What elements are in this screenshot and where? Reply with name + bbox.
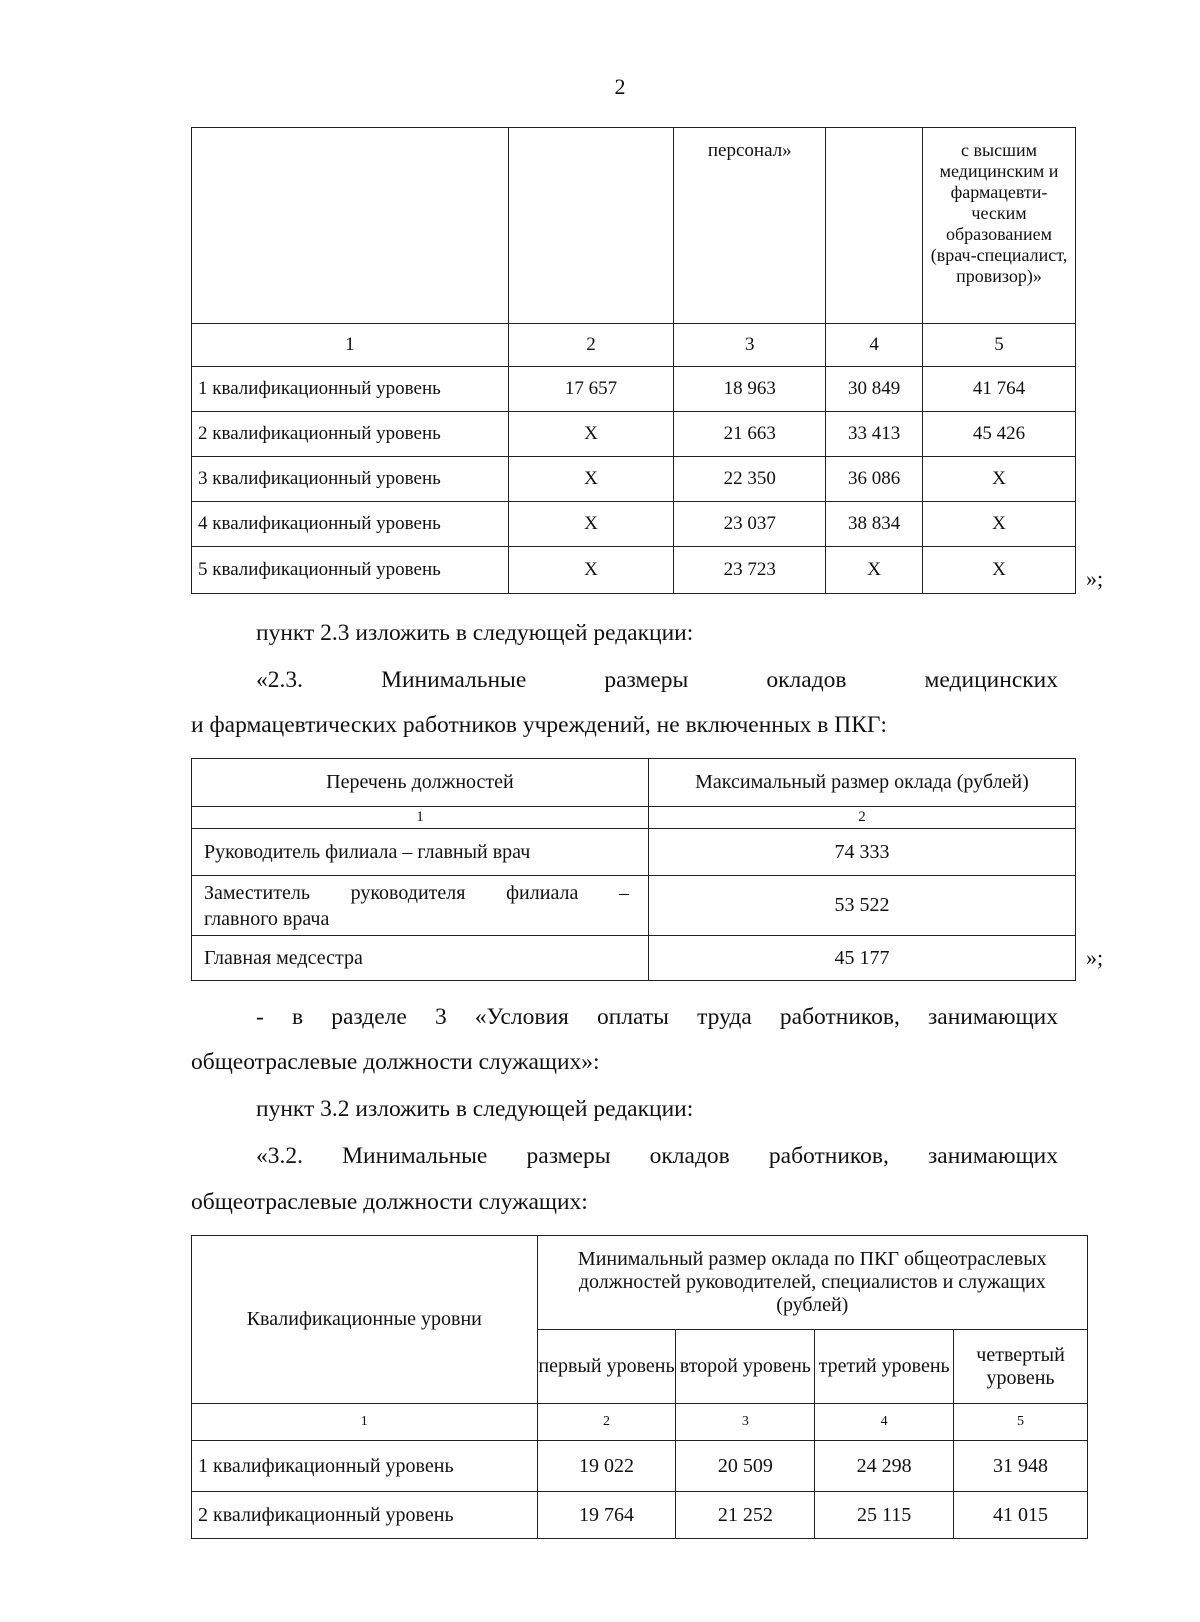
header-cell — [192, 128, 509, 324]
value-cell: Х — [923, 457, 1076, 502]
table1-closing-quote: »; — [1086, 566, 1104, 591]
table-row — [192, 367, 1076, 412]
value-cell: 23 723 — [674, 547, 826, 594]
column-number: 1 — [192, 807, 649, 829]
amount-cell: 74 333 — [648, 829, 1075, 876]
value-cell: 22 350 — [674, 457, 826, 502]
paragraph-3-2-line2: общеотраслевые должности служащих: — [191, 1189, 588, 1215]
table-row — [192, 1492, 1088, 1539]
header-cell-levels: Квалификационные уровни — [192, 1236, 538, 1404]
value-cell: 19 764 — [537, 1492, 676, 1539]
column-number: 2 — [537, 1404, 676, 1441]
column-number: 1 — [192, 1404, 538, 1441]
table-row — [192, 1441, 1088, 1492]
level-cell: 4 квалификационный уровень — [192, 502, 509, 547]
table2-closing-quote: »; — [1086, 945, 1104, 970]
value-cell: 36 086 — [826, 457, 923, 502]
value-cell: 23 037 — [674, 502, 826, 547]
subheader-cell: третий уровень — [815, 1330, 954, 1404]
value-cell: 25 115 — [815, 1492, 954, 1539]
value-cell: Х — [508, 412, 674, 457]
header-cell-col5: с высшим медицинским и фармацевти-ческим образованием (врач-специалист, провизор)» — [923, 128, 1076, 324]
value-cell: Х — [508, 457, 674, 502]
column-number-row — [192, 807, 1076, 829]
value-cell: 41 764 — [923, 367, 1076, 412]
value-cell: 17 657 — [508, 367, 674, 412]
paragraph-3-2-line1: «3.2. Минимальные размеры окладов работников, занимающих — [256, 1143, 1058, 1169]
position-cell: Руководитель филиала – главный врач — [192, 829, 649, 876]
paragraph-2-3-line2: и фармацевтических работников учреждений, не включенных в ПКГ: — [191, 712, 888, 738]
salary-table-general-positions — [191, 1235, 1088, 1539]
value-cell: 21 663 — [674, 412, 826, 457]
value-cell: 18 963 — [674, 367, 826, 412]
salary-table-medical-pkg — [191, 127, 1076, 594]
column-number: 2 — [508, 324, 674, 367]
subheader-cell: первый уровень — [537, 1330, 676, 1404]
header-cell — [826, 128, 923, 324]
header-cell-col3: персонал» — [674, 128, 826, 324]
value-cell: 38 834 — [826, 502, 923, 547]
table-row — [192, 547, 1076, 594]
value-cell: 24 298 — [815, 1441, 954, 1492]
level-cell: 5 квалификационный уровень — [192, 547, 509, 594]
column-number: 2 — [648, 807, 1075, 829]
table-row — [192, 412, 1076, 457]
header-cell-max-salary: Максимальный размер оклада (рублей) — [648, 759, 1075, 807]
paragraph-section-3-line2: общеотраслевые должности служащих»: — [191, 1049, 600, 1075]
value-cell: Х — [923, 502, 1076, 547]
amount-cell: 45 177 — [648, 936, 1075, 981]
value-cell: 19 022 — [537, 1441, 676, 1492]
value-cell: Х — [826, 547, 923, 594]
value-cell: 31 948 — [954, 1441, 1088, 1492]
column-number: 4 — [815, 1404, 954, 1441]
column-number: 4 — [826, 324, 923, 367]
page-number: 2 — [614, 74, 626, 99]
column-number: 5 — [923, 324, 1076, 367]
header-cell-positions: Перечень должностей — [192, 759, 649, 807]
value-cell: 41 015 — [954, 1492, 1088, 1539]
value-cell: Х — [508, 502, 674, 547]
level-cell: 2 квалификационный уровень — [192, 412, 509, 457]
amount-cell: 53 522 — [648, 876, 1075, 936]
level-cell: 1 квалификационный уровень — [192, 367, 509, 412]
table-row — [192, 936, 1076, 981]
position-cell — [192, 876, 649, 936]
salary-table-not-in-pkg — [191, 758, 1076, 981]
column-number-row — [192, 1404, 1088, 1441]
position-line: главного врача — [204, 907, 330, 930]
column-number: 1 — [192, 324, 509, 367]
subheader-cell: второй уровень — [676, 1330, 815, 1404]
value-cell: 30 849 — [826, 367, 923, 412]
column-number: 3 — [674, 324, 826, 367]
table-row — [192, 876, 1076, 936]
table-row — [192, 502, 1076, 547]
table-row — [192, 457, 1076, 502]
value-cell: 33 413 — [826, 412, 923, 457]
value-cell: Х — [508, 547, 674, 594]
value-cell: Х — [923, 547, 1076, 594]
level-cell: 2 квалификационный уровень — [192, 1492, 538, 1539]
value-cell: 45 426 — [923, 412, 1076, 457]
position-cell: Главная медсестра — [192, 936, 649, 981]
header-cell-group: Минимальный размер оклада по ПКГ общеотраслевых должностей руководителей, специалистов и служащих (рублей) — [537, 1236, 1087, 1330]
paragraph-point-3-2: пункт 3.2 изложить в следующей редакции: — [256, 1096, 694, 1122]
level-cell: 3 квалификационный уровень — [192, 457, 509, 502]
table-header-row — [192, 759, 1076, 807]
subheader-cell: четвертый уровень — [954, 1330, 1088, 1404]
paragraph-2-3-line1: «2.3. Минимальные размеры окладов медицинских — [256, 667, 1058, 693]
position-line: Заместитель руководителя филиала – — [204, 881, 629, 904]
header-cell — [508, 128, 674, 324]
column-number-row — [192, 324, 1076, 367]
value-cell: 20 509 — [676, 1441, 815, 1492]
column-number: 3 — [676, 1404, 815, 1441]
value-cell: 21 252 — [676, 1492, 815, 1539]
level-cell: 1 квалификационный уровень — [192, 1441, 538, 1492]
table-header-row — [192, 1236, 1088, 1330]
paragraph-section-3-line1: - в разделе 3 «Условия оплаты труда работников, занимающих — [256, 1004, 1058, 1030]
column-number: 5 — [954, 1404, 1088, 1441]
table-header-row — [192, 128, 1076, 324]
table-row — [192, 829, 1076, 876]
paragraph-point-2-3: пункт 2.3 изложить в следующей редакции: — [256, 620, 694, 646]
